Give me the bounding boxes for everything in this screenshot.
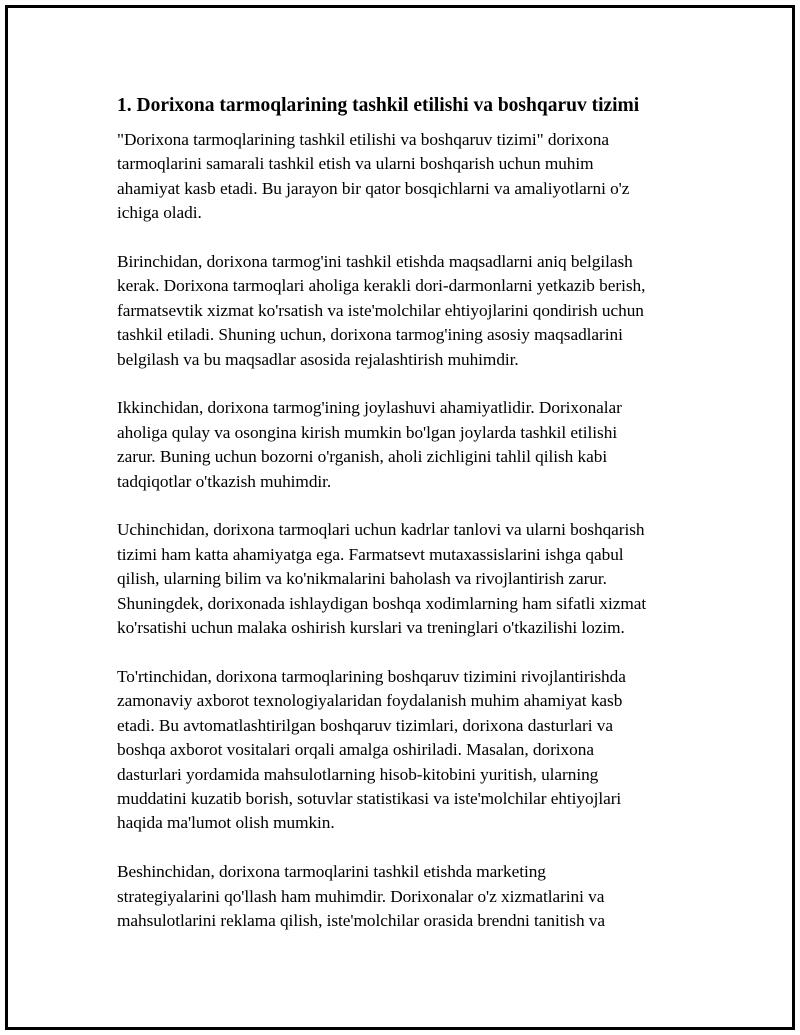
paragraph-4 <box>117 518 697 640</box>
paragraph-line: qilish, ularning bilim va ko'nikmalarini baholash va rivojlantirish zarur. <box>117 569 607 589</box>
paragraph-line: ahamiyat kasb etadi. Bu jarayon bir qator bosqichlarni va amaliyotlarni o'z <box>117 178 630 198</box>
paragraph-line: farmatsevtik xizmat ko'rsatish va iste'molchilar ehtiyojlarini qondirish uchun <box>117 300 644 320</box>
paragraph-line: etadi. Bu avtomatlashtirilgan boshqaruv tizimlari, dorixona dasturlari va <box>117 715 613 735</box>
document-title: 1. Dorixona tarmoqlarining tashkil etilishi va boshqaruv tizimi <box>117 95 640 116</box>
paragraph-line: ichiga oladi. <box>117 203 202 223</box>
paragraph-line: kerak. Dorixona tarmoqlari aholiga kerakli dori-darmonlarni yetkazib berish, <box>117 276 646 296</box>
paragraph-1 <box>117 128 697 226</box>
paragraph-line: zamonaviy axborot texnologiyalaridan foydalanish muhim ahamiyat kasb <box>117 691 623 711</box>
paragraph-line: muddatini kuzatib borish, sotuvlar statistikasi va iste'molchilar ehtiyojlari <box>117 788 622 808</box>
paragraph-5 <box>117 665 697 836</box>
paragraph-line: tarmoqlarini samarali tashkil etish va ularni boshqarish uchun muhim <box>117 154 594 174</box>
document-body <box>117 92 697 958</box>
paragraph-2 <box>117 250 697 372</box>
paragraph-line: belgilash va bu maqsadlar asosida rejalashtirish muhimdir. <box>117 349 519 369</box>
paragraph-6 <box>117 860 697 933</box>
paragraph-line: tashkil etiladi. Shuning uchun, dorixona tarmog'ining asosiy maqsadlarini <box>117 325 623 345</box>
paragraph-line: ko'rsatishi uchun malaka oshirish kurslari va treninglari o'tkazilishi lozim. <box>117 618 625 638</box>
paragraph-line: aholiga qulay va osongina kirish mumkin bo'lgan joylarda tashkil etilishi <box>117 422 618 442</box>
paragraph-line: Shuningdek, dorixonada ishlaydigan boshqa xodimlarning ham sifatli xizmat <box>117 593 647 613</box>
paragraph-line: Beshinchidan, dorixona tarmoqlarini tashkil etishda marketing <box>117 862 546 882</box>
paragraph-line: dasturlari yordamida mahsulotlarning hisob-kitobini yuritish, ularning <box>117 764 599 784</box>
paragraph-line: To'rtinchidan, dorixona tarmoqlarining boshqaruv tizimini rivojlantirishda <box>117 666 626 686</box>
paragraph-line: mahsulotlarini reklama qilish, iste'molchilar orasida brendni tanitish va <box>117 910 606 930</box>
paragraph-line: strategiyalarini qo'llash ham muhimdir. Dorixonalar o'z xizmatlarini va <box>117 886 605 906</box>
paragraph-line: Uchinchidan, dorixona tarmoqlari uchun kadrlar tanlovi va ularni boshqarish <box>117 520 645 540</box>
paragraph-line: zarur. Buning uchun bozorni o'rganish, aholi zichligini tahlil qilish kabi <box>117 447 608 467</box>
paragraph-line: tizimi ham katta ahamiyatga ega. Farmatsevt mutaxassislarini ishga qabul <box>117 544 624 564</box>
paragraph-3 <box>117 396 697 494</box>
paragraph-line: boshqa axborot vositalari orqali amalga oshiriladi. Masalan, dorixona <box>117 740 594 760</box>
paragraph-line: Birinchidan, dorixona tarmog'ini tashkil etishda maqsadlarni aniq belgilash <box>117 252 633 272</box>
paragraph-line: "Dorixona tarmoqlarining tashkil etilishi va boshqaruv tizimi" dorixona <box>117 130 609 149</box>
paragraph-line: haqida ma'lumot olish mumkin. <box>117 813 335 833</box>
paragraph-line: Ikkinchidan, dorixona tarmog'ining joylashuvi ahamiyatlidir. Dorixonalar <box>117 398 622 418</box>
paragraph-line: tadqiqotlar o'tkazish muhimdir. <box>117 471 332 491</box>
